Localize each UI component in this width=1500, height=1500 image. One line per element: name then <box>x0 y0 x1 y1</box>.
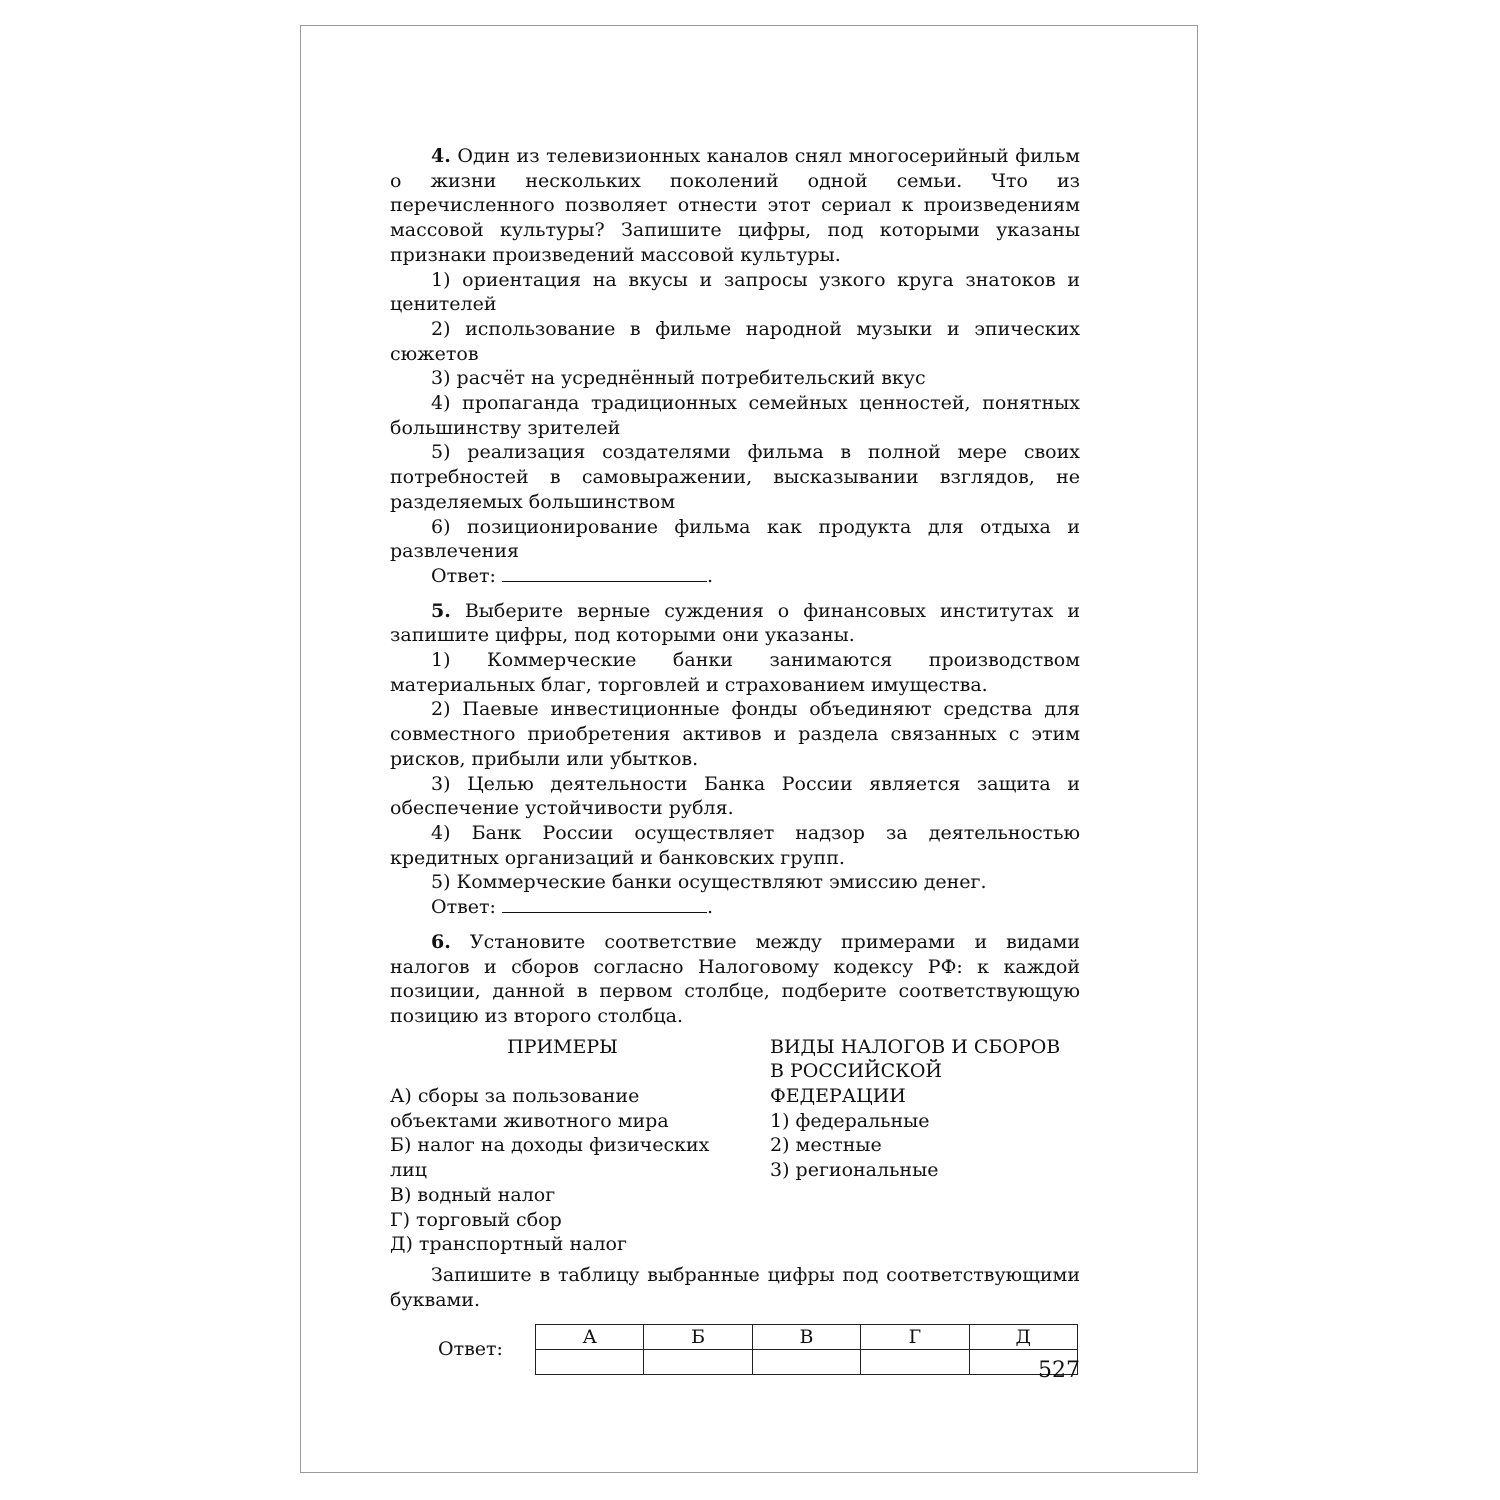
task-5-option-3: 3) Целью деятельности Банка России является защита и обеспечение устойчивости рубля. <box>390 772 1080 820</box>
task-5-intro <box>390 599 1080 648</box>
task-5-option-5: 5) Коммерческие банки осуществляют эмиссию денег. <box>431 871 987 894</box>
answer-cell-g[interactable] <box>861 1350 969 1375</box>
tax-types-column <box>770 1035 1080 1257</box>
task-6-intro <box>390 930 1080 1029</box>
answer-table-header: А <box>536 1325 644 1350</box>
task-5-option-4: 4) Банк России осуществляет надзор за деятельностью кредитных организаций и банковских групп. <box>390 821 1080 869</box>
task-5-answer-blank[interactable] <box>502 897 707 913</box>
answer-cell-v[interactable] <box>752 1350 860 1375</box>
task-4-answer: Ответ: . <box>431 564 713 587</box>
example-g: Г) торговый сбор <box>390 1208 562 1231</box>
example-d: Д) транспортный налог <box>390 1233 627 1256</box>
page-number: 527 <box>1038 1358 1080 1383</box>
task-5-option-1: 1) Коммерческие банки занимаются производством материальных благ, торговлей и страхованием имущества. <box>390 649 1080 696</box>
task-4-option-1: 1) ориентация на вкусы и запросы узкого круга знатоков и ценителей <box>390 268 1080 316</box>
task-6-instruction: Запишите в таблицу выбранные цифры под соответствующими буквами. <box>390 1263 1080 1311</box>
answer-table-header: Б <box>644 1325 752 1350</box>
task-4-option-3: 3) расчёт на усреднённый потребительский вкус <box>431 367 926 390</box>
task-4-option-6: 6) позиционирование фильма как продукта для отдыха и развлечения <box>390 515 1080 563</box>
answer-table-header: Д <box>969 1325 1077 1350</box>
task-6-question: Установите соответствие между примерами и видами налогов и сборов согласно Налоговому кодексу РФ: к каждой позиции, данной в первом столбце, подберите соответствующую позицию из второго столбца. <box>390 930 1080 1027</box>
tax-type-1: 1) федеральные <box>770 1109 930 1132</box>
task-4-intro <box>390 144 1080 268</box>
task-4 <box>390 144 1080 589</box>
example-a: А) сборы за пользование объектами животного мира <box>390 1085 669 1132</box>
task-6-columns <box>390 1035 1080 1257</box>
examples-column <box>390 1035 735 1257</box>
answer-table-header-row <box>536 1325 1078 1350</box>
task-6-answer-label: Ответ: <box>438 1338 503 1361</box>
example-b: Б) налог на доходы физических лиц <box>390 1134 710 1182</box>
answer-cell-b[interactable] <box>644 1350 752 1375</box>
task-4-option-2: 2) использование в фильме народной музыки и эпических сюжетов <box>390 317 1080 365</box>
example-v: В) водный налог <box>390 1183 556 1206</box>
task-6-answer <box>390 1324 1080 1375</box>
tax-types-header: ВИДЫ НАЛОГОВ И СБОРОВ В РОССИЙСКОЙ ФЕДЕРАЦИИ <box>770 1035 1061 1108</box>
answer-table <box>535 1324 1078 1375</box>
task-5-answer-label: Ответ: <box>431 896 496 919</box>
answer-cell-a[interactable] <box>536 1350 644 1375</box>
page-content <box>390 144 1080 1375</box>
examples-header: ПРИМЕРЫ <box>507 1035 618 1058</box>
task-6 <box>390 930 1080 1376</box>
task-4-option-5: 5) реализация создателями фильма в полной мере своих потребностей в самовыражении, высказывании взглядов, не разделяемых большинством <box>390 441 1080 513</box>
task-5 <box>390 599 1080 920</box>
task-5-answer: Ответ: . <box>431 896 713 919</box>
tax-type-2: 2) местные <box>770 1134 882 1157</box>
tax-type-3: 3) региональные <box>770 1159 939 1182</box>
task-5-number: 5. <box>431 599 451 622</box>
task-4-answer-blank[interactable] <box>502 566 707 582</box>
task-4-option-4: 4) пропаганда традиционных семейных ценностей, понятных большинству зрителей <box>390 392 1080 439</box>
answer-table-header: Г <box>861 1325 969 1350</box>
answer-table-header: В <box>752 1325 860 1350</box>
task-4-question: Один из телевизионных каналов снял многосерийный фильм о жизни нескольких поколений одной семьи. Что из перечисленного позволяет отнести этот сериал к произведениям массовой культуры? Запишите цифры, под которыми указаны признаки произведений массовой культуры. <box>390 145 1080 266</box>
task-5-question: Выберите верные суждения о финансовых институтах и запишите цифры, под которыми они указаны. <box>390 599 1080 647</box>
task-4-answer-label: Ответ: <box>431 564 496 587</box>
task-5-option-2: 2) Паевые инвестиционные фонды объединяют средства для совместного приобретения активов и раздела связанных с этим рисков, прибыли или убытков. <box>390 698 1080 770</box>
task-6-number: 6. <box>431 930 451 953</box>
task-4-number: 4. <box>431 145 451 167</box>
answer-table-input-row <box>536 1350 1078 1375</box>
